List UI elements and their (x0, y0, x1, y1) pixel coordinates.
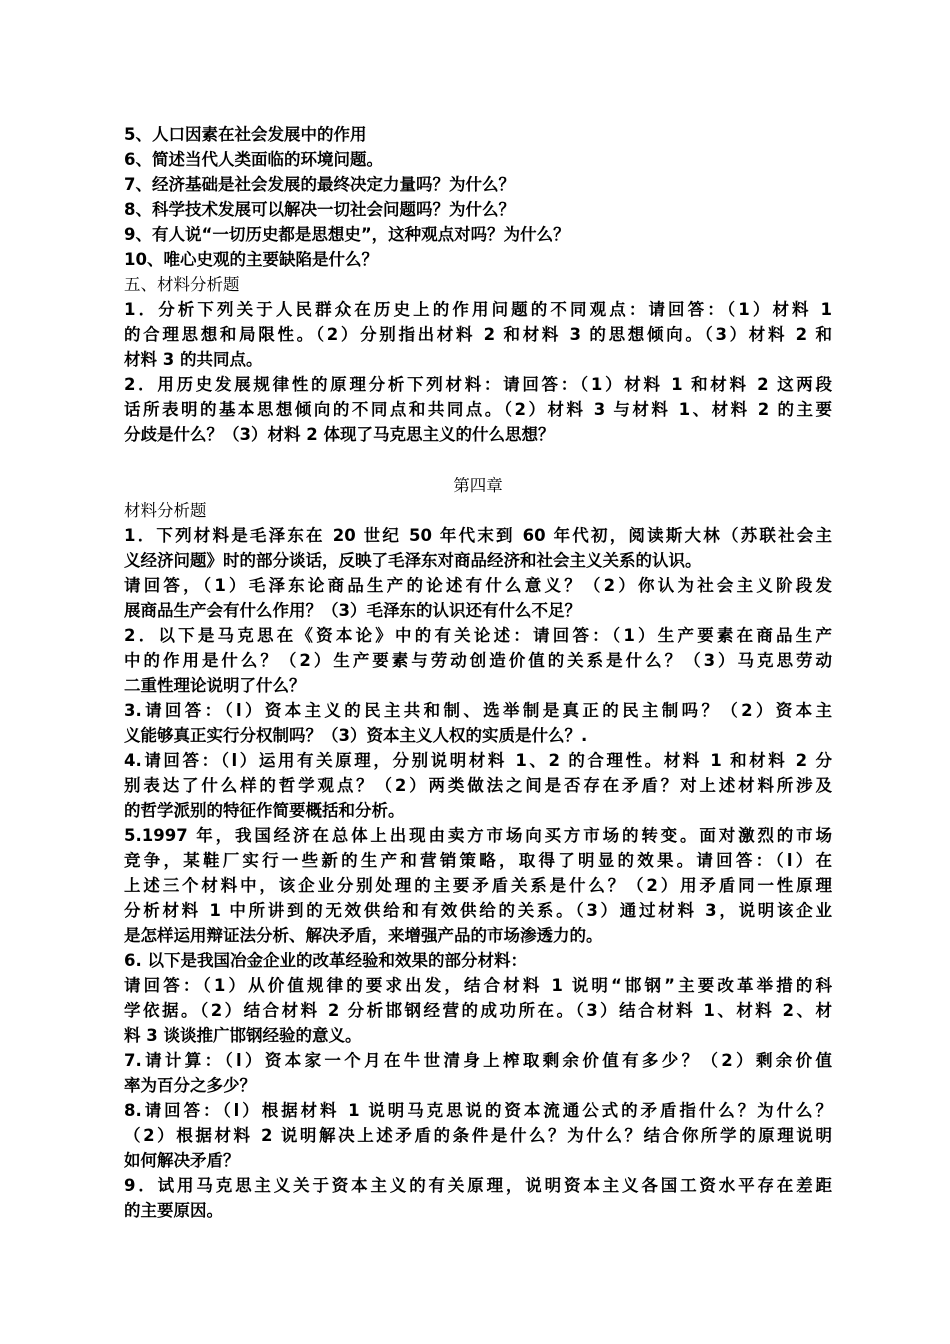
text-line: 二重性理论说明了什么？ (124, 676, 306, 695)
document-page (124, 122, 832, 1223)
chapter-title: 第四章 (453, 476, 503, 495)
text-line: 8.请回答：（l）根据材料 1 说明马克思说的资本流通公式的矛盾指什么？为什么？ (124, 1101, 832, 1120)
text-line: 材料分析题 (124, 501, 207, 520)
section-questions-a (124, 122, 832, 447)
text-line: 的合理思想和局限性。（2）分别指出材料 2 和材料 3 的思想倾向。（3）材料 2 和 (124, 325, 832, 344)
text-line: 展商品生产会有什么作用？（3）毛泽东的认识还有什么不足？ (124, 601, 581, 620)
text-line: 上述三个材料中，该企业分别处理的主要矛盾关系是什么？（2）用矛盾同一性原理 (124, 876, 832, 895)
text-line: 9．试用马克思主义关于资本主义的有关原理，说明资本主义各国工资水平存在差距 (124, 1176, 832, 1195)
text-line: 话所表明的基本思想倾向的不同点和共同点。（2）材料 3 与材料 1、材料 2 的主要 (124, 400, 832, 419)
section-questions-b (124, 498, 832, 1223)
text-line: 2．用历史发展规律性的原理分析下列材料：请回答：（1）材料 1 和材料 2 这两段 (124, 375, 832, 394)
text-line: 的哲学派别的特征作简要概括和分析。 (124, 801, 405, 820)
text-line: 请回答，（1）毛泽东论商品生产的论述有什么意义？（2）你认为社会主义阶段发 (124, 576, 832, 595)
text-line: 8、科学技术发展可以解决一切社会问题吗？为什么？ (124, 200, 515, 219)
text-line: 2．以下是马克思在《资本论》中的有关论述：请回答：（1）生产要素在商品生产 (124, 626, 832, 645)
text-line: 率为百分之多少？ (124, 1076, 256, 1095)
section-spacer (124, 447, 832, 473)
text-line: （2）根据材料 2 说明解决上述矛盾的条件是什么？为什么？结合你所学的原理说明 (124, 1126, 832, 1145)
text-line: 分歧是什么？（3）材料 2 体现了马克思主义的什么思想？ (124, 425, 555, 444)
text-line: 材料 3 的共同点。 (124, 350, 263, 369)
text-line: 中的作用是什么？（2）生产要素与劳动创造价值的关系是什么？（3）马克思劳动 (124, 651, 832, 670)
text-line: 的主要原因。 (124, 1201, 223, 1220)
text-line: 如何解决矛盾？ (124, 1151, 240, 1170)
text-line: 10、唯心史观的主要缺陷是什么？ (124, 250, 378, 269)
text-line: 9、有人说“一切历史都是思想史”，这种观点对吗？为什么？ (124, 225, 570, 244)
text-line: 6、简述当代人类面临的环境问题。 (124, 150, 383, 169)
text-line: 料 3 谈谈推广邯钢经验的意义。 (124, 1026, 362, 1045)
text-line: 5、人口因素在社会发展中的作用 (124, 125, 367, 144)
text-line: 7.请计算：（l）资本家一个月在牛世清身上榨取剩余价值有多少？（2）剩余价值 (124, 1051, 832, 1070)
text-line: 5.1997 年，我国经济在总体上出现由卖方市场向买方市场的转变。面对激烈的市场 (124, 826, 832, 845)
text-line: 请回答：（1）从价值规律的要求出发，结合材料 1 说明“邯钢”主要改革举措的科 (124, 976, 832, 995)
text-line: 是怎样运用辩证法分析、解决矛盾，来增强产品的市场渗透力的。 (124, 926, 603, 945)
text-line: 4.请回答：（l）运用有关原理，分别说明材料 1、2 的合理性。材料 1 和材料 2 分 (124, 751, 832, 770)
text-line: 1．下列材料是毛泽东在 20 世纪 50 年代末到 60 年代初，阅读斯大林（苏联社会主 (124, 526, 832, 545)
text-line: 五、材料分析题 (124, 275, 240, 294)
text-line: 学依据。（2）结合材料 2 分析邯钢经营的成功所在。（3）结合材料 1、材料 2、材 (124, 1001, 832, 1020)
text-line: 3.请回答：（l）资本主义的民主共和制、选举制是真正的民主制吗？（2）资本主 (124, 701, 832, 720)
text-line: 别表达了什么样的哲学观点？（2）两类做法之间是否存在矛盾？对上述材料所涉及 (124, 776, 832, 795)
text-line: 6. 以下是我国冶金企业的改革经验和效果的部分材料： (124, 951, 527, 970)
text-line: 义能够真正实行分权制吗？（3）资本主义人权的实质是什么？. (124, 726, 588, 745)
text-line: 分析材料 1 中所讲到的无效供给和有效供给的关系。（3）通过材料 3，说明该企业 (124, 901, 832, 920)
text-line: 7、经济基础是社会发展的最终决定力量吗？为什么？ (124, 175, 515, 194)
text-line: 竞争，某鞋厂实行一些新的生产和营销策略，取得了明显的效果。请回答：（l）在 (124, 851, 832, 870)
text-line: 义经济问题》时的部分谈话，反映了毛泽东对商品经济和社会主义关系的认识。 (124, 551, 702, 570)
text-line: 1．分析下列关于人民群众在历史上的作用问题的不同观点：请回答：（1）材料 1 (124, 300, 832, 319)
